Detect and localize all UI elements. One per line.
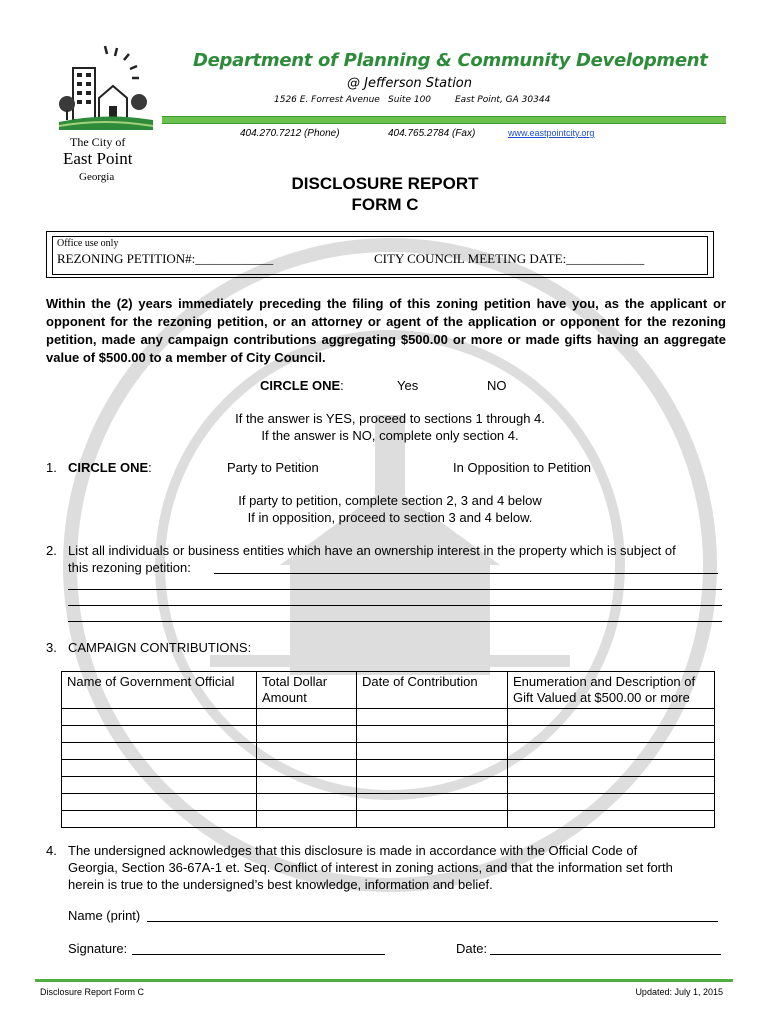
table-cell[interactable] bbox=[62, 794, 257, 811]
footer-divider bbox=[35, 979, 733, 982]
logo-line1: The City of bbox=[70, 135, 126, 149]
fax: 404.765.2784 (Fax) bbox=[388, 128, 476, 139]
table-cell[interactable] bbox=[257, 726, 357, 743]
office-use-label: Office use only bbox=[57, 238, 119, 249]
section4-line1: The undersigned acknowledges that this disclosure is made in accordance with the Official Code of bbox=[68, 843, 638, 858]
table-cell[interactable] bbox=[257, 743, 357, 760]
party-instruction: If party to petition, complete section 2, 3 and 4 below bbox=[238, 493, 542, 508]
signature-label: Signature: bbox=[68, 941, 128, 956]
ownership-line-4[interactable] bbox=[68, 621, 722, 622]
table-cell[interactable] bbox=[357, 726, 508, 743]
circle-one-colon: : bbox=[340, 378, 344, 393]
table-cell[interactable] bbox=[508, 811, 715, 828]
col-header-date: Date of Contribution bbox=[357, 672, 508, 709]
website-link[interactable]: www.eastpointcity.org bbox=[508, 128, 595, 138]
opposition-option[interactable]: In Opposition to Petition bbox=[453, 460, 592, 475]
section3-number: 3. bbox=[46, 640, 57, 655]
footer-left: Disclosure Report Form C bbox=[40, 987, 145, 997]
ownership-line-3[interactable] bbox=[68, 605, 722, 606]
table-cell[interactable] bbox=[357, 794, 508, 811]
table-cell[interactable] bbox=[62, 709, 257, 726]
table-cell[interactable] bbox=[257, 760, 357, 777]
table-cell[interactable] bbox=[257, 709, 357, 726]
table-cell[interactable] bbox=[62, 743, 257, 760]
circle-one-prompt bbox=[260, 378, 344, 393]
table-cell[interactable] bbox=[257, 794, 357, 811]
section1-number: 1. bbox=[46, 460, 57, 475]
col-header-amount: Total Dollar Amount bbox=[257, 672, 357, 709]
table-cell[interactable] bbox=[508, 709, 715, 726]
table-row bbox=[62, 777, 715, 794]
table-row bbox=[62, 709, 715, 726]
table-cell[interactable] bbox=[357, 811, 508, 828]
table-cell[interactable] bbox=[257, 811, 357, 828]
department-title: Department of Planning & Community Development bbox=[193, 50, 708, 71]
footer-right: Updated: July 1, 2015 bbox=[635, 987, 723, 997]
section3-title: CAMPAIGN CONTRIBUTIONS: bbox=[68, 640, 252, 655]
section2-number: 2. bbox=[46, 543, 57, 558]
intro-paragraph: Within the (2) years immediately preceding the filing of this zoning petition have you, as the applicant or opponent for the rezoning petition, or an attorney or agent of the application or opponent for the rezoning petition, made any campaign contributions aggregating $500.00 or more or made gifts having an aggregate value of $500.00 to a member of City Council. bbox=[46, 296, 726, 365]
section1-prompt bbox=[68, 460, 152, 475]
col-header-official: Name of Government Official bbox=[62, 672, 257, 709]
table-cell[interactable] bbox=[508, 794, 715, 811]
table-cell[interactable] bbox=[357, 760, 508, 777]
section1-colon: : bbox=[148, 460, 152, 475]
address: 1526 E. Forrest Avenue bbox=[274, 95, 380, 105]
section2-line1: List all individuals or business entities which have an ownership interest in the property which is subject of bbox=[68, 543, 676, 558]
name-print-label: Name (print) bbox=[68, 908, 141, 923]
yes-instruction: If the answer is YES, proceed to sections 1 through 4. bbox=[235, 411, 545, 426]
table-cell[interactable] bbox=[357, 709, 508, 726]
table-cell[interactable] bbox=[62, 777, 257, 794]
table-row bbox=[62, 743, 715, 760]
ownership-line-2[interactable] bbox=[68, 589, 722, 590]
station-title: @ Jefferson Station bbox=[347, 76, 473, 91]
section2-line2: this rezoning petition: bbox=[68, 560, 191, 575]
form-title-line2: FORM C bbox=[351, 195, 419, 214]
section4-line2: Georgia, Section 36-67A-1 et. Seq. Conflict of interest in zoning actions, and that the information set forth bbox=[68, 860, 673, 875]
table-cell[interactable] bbox=[62, 811, 257, 828]
date-label: Date: bbox=[456, 941, 488, 956]
rezoning-petition-field[interactable]: REZONING PETITION#:____________ bbox=[57, 251, 274, 266]
party-to-petition-option[interactable]: Party to Petition bbox=[227, 460, 319, 475]
table-cell[interactable] bbox=[508, 726, 715, 743]
phone: 404.270.7212 (Phone) bbox=[240, 128, 340, 139]
no-option[interactable]: NO bbox=[487, 378, 507, 393]
table-row bbox=[62, 760, 715, 777]
table-cell[interactable] bbox=[62, 726, 257, 743]
city-state: East Point, GA 30344 bbox=[455, 95, 551, 105]
table-cell[interactable] bbox=[357, 743, 508, 760]
logo-line3: Georgia bbox=[79, 171, 115, 183]
table-row bbox=[62, 726, 715, 743]
table-cell[interactable] bbox=[357, 777, 508, 794]
logo-line2: East Point bbox=[63, 149, 133, 168]
meeting-date-field[interactable]: CITY COUNCIL MEETING DATE:____________ bbox=[374, 251, 645, 266]
city-logo-icon bbox=[55, 42, 155, 132]
form-title bbox=[250, 173, 520, 215]
table-cell[interactable] bbox=[257, 777, 357, 794]
table-cell[interactable] bbox=[62, 760, 257, 777]
ownership-line-1[interactable] bbox=[214, 573, 718, 574]
table-header-row bbox=[62, 672, 715, 709]
signature-field[interactable] bbox=[132, 954, 385, 955]
opposition-instruction: If in opposition, proceed to section 3 and 4 below. bbox=[247, 510, 533, 525]
section1-label: CIRCLE ONE bbox=[68, 460, 149, 475]
table-cell[interactable] bbox=[508, 777, 715, 794]
name-print-field[interactable] bbox=[147, 921, 718, 922]
table-cell[interactable] bbox=[508, 760, 715, 777]
section4-line3: herein is true to the undersigned’s best knowledge, information and belief. bbox=[68, 877, 493, 892]
table-row bbox=[62, 794, 715, 811]
header-divider bbox=[162, 116, 726, 124]
no-instruction: If the answer is NO, complete only section 4. bbox=[261, 428, 519, 443]
contributions-table bbox=[61, 671, 715, 828]
table-row bbox=[62, 811, 715, 828]
date-field[interactable] bbox=[490, 954, 721, 955]
suite: Suite 100 bbox=[388, 95, 432, 105]
yes-option[interactable]: Yes bbox=[397, 378, 419, 393]
circle-one-label: CIRCLE ONE bbox=[260, 378, 341, 393]
section4-number: 4. bbox=[46, 843, 57, 858]
form-title-line1: DISCLOSURE REPORT bbox=[291, 174, 479, 193]
col-header-description: Enumeration and Description of Gift Valued at $500.00 or more bbox=[508, 672, 715, 709]
table-cell[interactable] bbox=[508, 743, 715, 760]
